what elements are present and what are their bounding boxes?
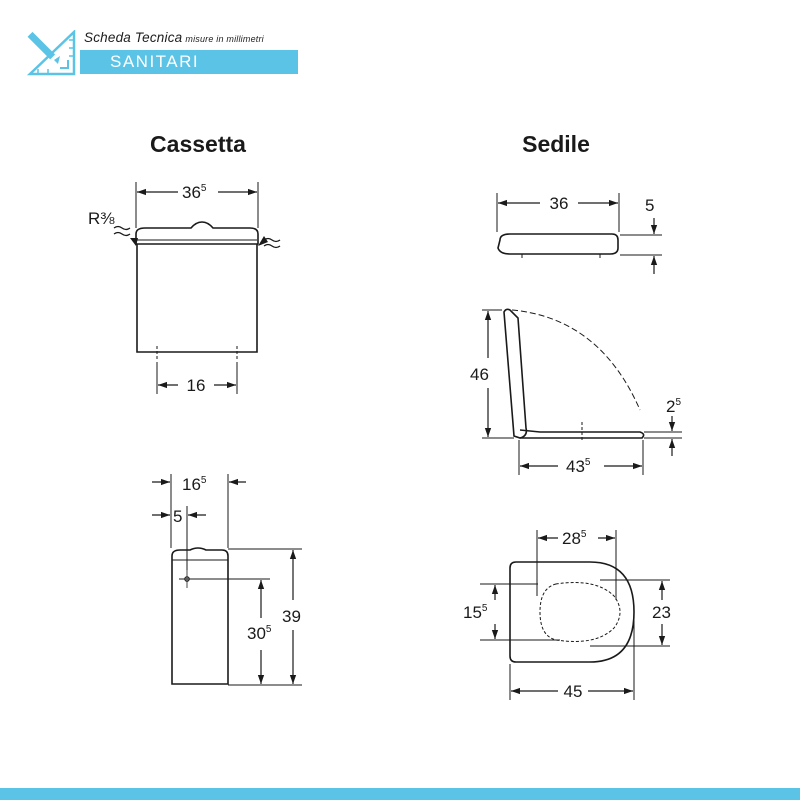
section-title-sedile: Sedile — [522, 131, 590, 157]
sedile-closed-view — [497, 193, 662, 274]
dim-sedile-inner-width: $28^5$ — [562, 529, 587, 548]
dim-cassetta-thread: R⅜ — [88, 209, 115, 228]
dim-sedile-right-offset: 23 — [652, 603, 671, 622]
sedile-top-view — [480, 530, 670, 700]
dim-sedile-open-step: $2^5$ — [666, 397, 682, 416]
dim-cassetta-side-offset: 5 — [173, 507, 183, 526]
bottom-accent-bar — [0, 788, 800, 800]
dim-sedile-width: 36 — [549, 194, 569, 213]
dim-cassetta-side-depth: $16^5$ — [182, 475, 207, 494]
sedile-open-view — [482, 309, 682, 475]
dim-sedile-open-height: 46 — [470, 365, 489, 384]
cassetta-front-view — [114, 182, 280, 394]
cassetta-side-view — [152, 474, 302, 685]
dim-sedile-thickness: 5 — [645, 196, 655, 215]
dim-sedile-length: 45 — [563, 682, 583, 701]
dim-sedile-open-length: $43^5$ — [566, 457, 591, 476]
dim-cassetta-width: $36^5$ — [182, 183, 207, 202]
dim-cassetta-inlet-height: $30^5$ — [247, 624, 272, 643]
dim-cassetta-bottom: 16 — [186, 376, 206, 395]
header-title-text: Scheda Tecnica — [84, 30, 183, 45]
dim-cassetta-height: 39 — [282, 607, 301, 626]
section-title-cassetta: Cassetta — [150, 131, 246, 157]
header-band-label: SANITARI — [110, 52, 200, 71]
header-subtitle: misure in millimetri — [185, 34, 264, 44]
dim-sedile-left-offset: $15^5$ — [463, 603, 488, 622]
